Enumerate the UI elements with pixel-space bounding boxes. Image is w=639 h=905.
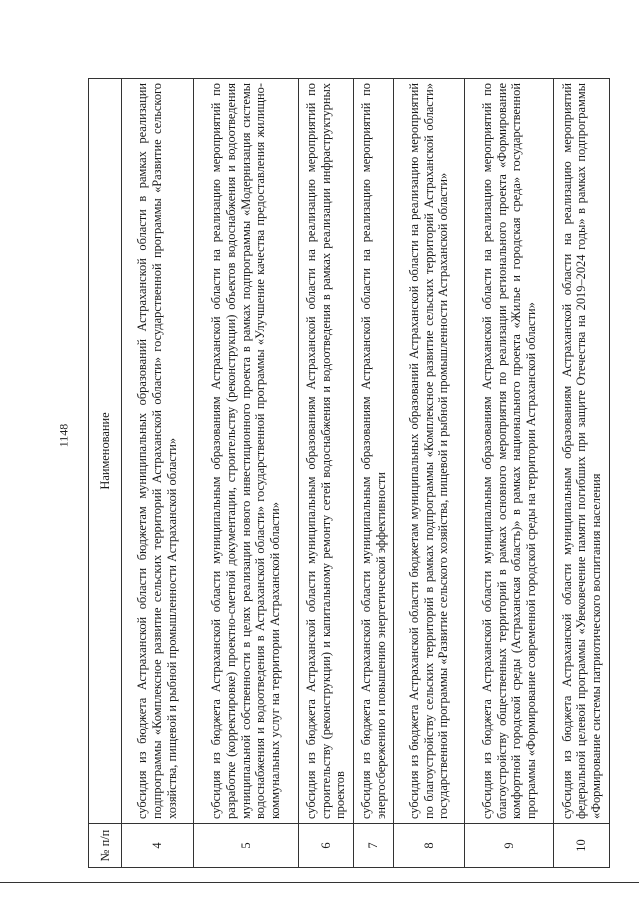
- table-row: [354, 79, 393, 868]
- table-row: [193, 79, 298, 868]
- row-number: 8: [393, 824, 465, 868]
- bottom-rule: [0, 882, 639, 883]
- row-number: 10: [554, 824, 610, 868]
- table-row: [393, 79, 465, 868]
- table-row: [554, 79, 610, 868]
- document-table: [88, 78, 610, 868]
- table-row: [298, 79, 354, 868]
- row-text: субсидия из бюджета Астраханской области муниципальным образованиям Астраханской области на реализацию мероприятий по энергосбережению и повышению энергетической эффективности: [354, 79, 393, 824]
- row-text: субсидия из бюджета Астраханской области бюджетам муниципальных образований Астраханской области в рамках реализации подпрограммы «Комплексное развитие сельских территорий Астраханской области» государственной программы «Развитие сельского хозяйства, пищевой и рыбной промышленности Астраханской области»: [122, 79, 194, 824]
- row-number: 9: [465, 824, 554, 868]
- header-name: Наименование: [89, 79, 122, 824]
- row-text: субсидия из бюджета Астраханской области муниципальным образованиям Астраханской области на реализацию мероприятий по строительству (реконструкции) и капитальному ремонту сетей водоснабжения и водоотведения в рамках реализации инфраструктурных проектов: [298, 79, 354, 824]
- row-text: субсидия из бюджета Астраханской области муниципальным образованиям Астраханской области на реализацию мероприятий федеральной целевой программы «Увековечение памяти погибших при защите Отечества на 2019–2024 годы» в рамках подпрограммы «Формирование системы патриотического воспитания населения: [554, 79, 610, 824]
- header-num: № п/п: [89, 824, 122, 868]
- row-text: субсидия из бюджета Астраханской области муниципальным образованиям Астраханской области на реализацию мероприятий по разработке (корректировке) проектно-сметной документации, строительству (реконструкции) объектов водоснабжения и водоотведения муниципальной собственности в целях реализации нового инвестиционного проекта в рамках подпрограммы «Модернизация системы водоснабжения и водоотведения в Астраханской области» государственной программы «Улучшение качества предоставления жилищно-коммунальных услуг на территории Астраханской области»: [193, 79, 298, 824]
- page-number: 1148: [56, 423, 71, 448]
- table-row: [465, 79, 554, 868]
- table-header-row: [89, 79, 122, 868]
- row-number: 7: [354, 824, 393, 868]
- row-text: субсидия из бюджета Астраханской области муниципальным образованиям Астраханской области на реализацию мероприятий по благоустройству общественных территорий в рамках основного мероприятия по реализации регионального проекта «Формирование комфортной городской среды (Астраханская область)» в рамках национального проекта «Жилье и городская среда» государственной программы «Формирование современной городской среды на территории Астраханской области»: [465, 79, 554, 824]
- rotated-table-container: [88, 78, 610, 868]
- row-number: 4: [122, 824, 194, 868]
- row-text: субсидия из бюджета Астраханской области бюджетам муниципальных образований Астраханской области на реализацию мероприятий по благоустройству сельских территорий в рамках подпрограммы «Комплексное развитие сельских территорий Астраханской области» государственной программы «Развитие сельского хозяйства, пищевой и рыбной промышленности Астраханской области»: [393, 79, 465, 824]
- row-number: 6: [298, 824, 354, 868]
- table-row: [122, 79, 194, 868]
- row-number: 5: [193, 824, 298, 868]
